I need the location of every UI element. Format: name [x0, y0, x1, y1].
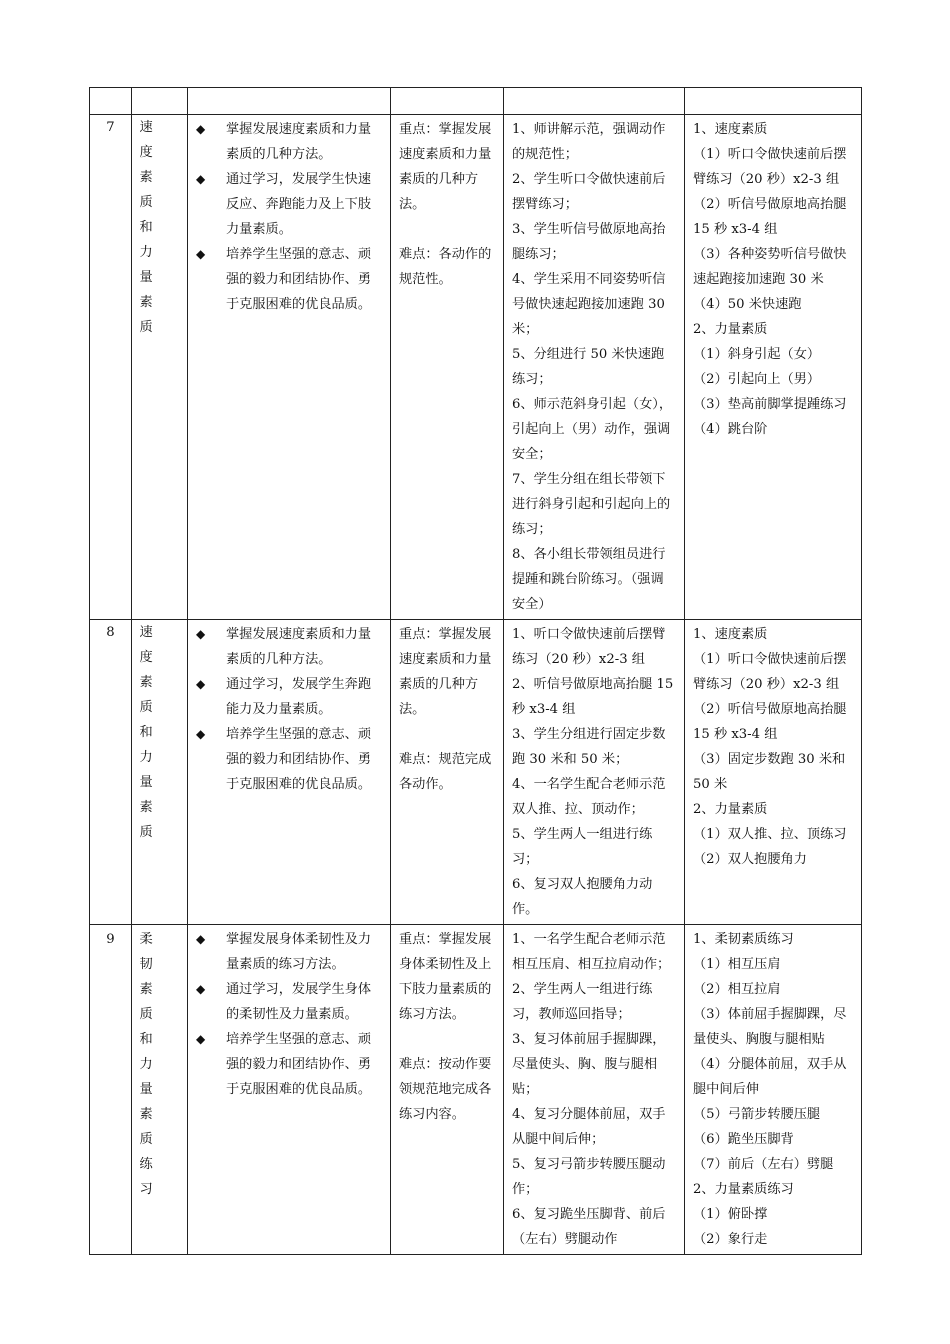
- method-item: 2、学生听口令做快速前后摆臂练习；: [512, 172, 666, 212]
- key-points-cell: [391, 925, 504, 1255]
- diamond-bullet-icon: ◆: [196, 627, 206, 641]
- difficulty: 难点：规范完成各动作。: [399, 752, 492, 792]
- method-item: 4、复习分腿体前屈，双手从腿中间后伸；: [512, 1107, 666, 1147]
- content-item: （3）各种姿势听信号做快速起跑接加速跑 30 米: [693, 247, 847, 287]
- goals-cell: [188, 620, 391, 925]
- topic-line: 速 度: [139, 625, 167, 665]
- topic-line: 和 力: [139, 1032, 167, 1072]
- lesson-topic: [132, 115, 188, 620]
- key-point: 重点：掌握发展速度素质和力量素质的几种方法。: [399, 627, 492, 717]
- topic-line: 素 质: [139, 675, 167, 715]
- methods-cell: [504, 925, 685, 1255]
- goal-item: ◆ 通过学习，发展学生奔跑能力及力量素质。: [196, 672, 384, 722]
- key-point: 重点：掌握发展速度素质和力量素质的几种方法。: [399, 122, 492, 212]
- key-point: 重点：掌握发展身体柔韧性及上下肢力量素质的练习方法。: [399, 932, 492, 1022]
- content-item: 1、柔韧素质练习: [693, 932, 794, 947]
- topic-line: 质: [139, 320, 154, 335]
- difficulty: 难点：各动作的规范性。: [399, 247, 492, 287]
- goal-item: ◆ 掌握发展身体柔韧性及力量素质的练习方法。: [196, 927, 384, 977]
- header-row-empty: [90, 88, 862, 115]
- topic-line: 素 质: [139, 170, 167, 210]
- topic-line: 质: [139, 825, 154, 840]
- empty-cell: [132, 88, 188, 115]
- method-item: 6、师示范斜身引起（女），引起向上（男）动作，强调安全；: [512, 397, 673, 462]
- goals-cell: [188, 925, 391, 1255]
- key-points-cell: [391, 620, 504, 925]
- content-item: （2）引起向上（男）: [693, 372, 821, 387]
- diamond-bullet-icon: ◆: [196, 122, 206, 136]
- lesson-topic: [132, 620, 188, 925]
- content-item: （2）相互拉肩: [693, 982, 781, 997]
- method-item: 4、学生采用不同姿势听信号做快速起跑接加速跑 30 米；: [512, 272, 666, 337]
- content-item: 2、力量素质: [693, 322, 768, 337]
- content-item: （4）跳台阶: [693, 422, 768, 437]
- content-cell: [685, 925, 862, 1255]
- goal-item: ◆ 掌握发展速度素质和力量素质的几种方法。: [196, 117, 384, 167]
- content-item: （6）跪坐压脚背: [693, 1132, 794, 1147]
- method-item: 3、学生分组进行固定步数跑 30 米和 50 米；: [512, 727, 666, 767]
- method-item: 5、分组进行 50 米快速跑练习；: [512, 347, 665, 387]
- method-item: 6、复习跪坐压脚背、前后（左右）劈腿动作: [512, 1207, 666, 1247]
- content-item: （3）垫高前脚掌提踵练习: [693, 397, 847, 412]
- empty-cell: [90, 88, 132, 115]
- method-item: 1、听口令做快速前后摆臂练习（20 秒）x2-3 组: [512, 627, 666, 667]
- diamond-bullet-icon: ◆: [196, 1032, 206, 1046]
- content-item: 1、速度素质: [693, 627, 768, 642]
- content-item: （2）听信号做原地高抬腿 15 秒 x3-4 组: [693, 197, 847, 237]
- content-cell: [685, 620, 862, 925]
- lesson-number: 8: [90, 620, 132, 925]
- content-item: （7）前后（左右）劈腿: [693, 1157, 834, 1172]
- content-item: （3）体前屈手握脚踝，尽量使头、胸腹与腿相贴: [693, 1007, 847, 1047]
- difficulty: 难点：按动作要领规范地完成各练习内容。: [399, 1057, 492, 1122]
- content-item: （4）分腿体前屈，双手从腿中间后伸: [693, 1057, 847, 1097]
- content-item: 2、力量素质练习: [693, 1182, 794, 1197]
- lesson-number: 7: [90, 115, 132, 620]
- goal-item: ◆ 掌握发展速度素质和力量素质的几种方法。: [196, 622, 384, 672]
- methods-cell: [504, 620, 685, 925]
- lesson-plan-table: [89, 87, 862, 1255]
- method-item: 4、一名学生配合老师示范双人推、拉、顶动作；: [512, 777, 666, 817]
- content-item: （1）听口令做快速前后摆臂练习（20 秒）x2-3 组: [693, 652, 847, 692]
- method-item: 2、学生两人一组进行练习，教师巡回指导；: [512, 982, 653, 1022]
- empty-cell: [504, 88, 685, 115]
- method-item: 1、师讲解示范，强调动作的规范性；: [512, 122, 666, 162]
- goal-item: ◆ 通过学习，发展学生身体的柔韧性及力量素质。: [196, 977, 384, 1027]
- method-item: 7、学生分组在组长带领下进行斜身引起和引起向上的练习；: [512, 472, 671, 537]
- content-item: （3）固定步数跑 30 米和 50 米: [693, 752, 846, 792]
- content-item: （1）斜身引起（女）: [693, 347, 821, 362]
- diamond-bullet-icon: ◆: [196, 932, 206, 946]
- goals-cell: [188, 115, 391, 620]
- table-row: [90, 620, 862, 925]
- diamond-bullet-icon: ◆: [196, 172, 206, 186]
- method-item: 1、一名学生配合老师示范相互压肩、相互拉肩动作；: [512, 932, 671, 972]
- method-item: 5、学生两人一组进行练习；: [512, 827, 653, 867]
- content-item: （1）双人推、拉、顶练习: [693, 827, 847, 842]
- topic-line: 素 质: [139, 982, 167, 1022]
- method-item: 5、复习弓箭步转腰压腿动作；: [512, 1157, 666, 1197]
- topic-line: 量 素: [139, 270, 167, 310]
- topic-line: 速 度: [139, 120, 167, 160]
- content-item: （2）听信号做原地高抬腿 15 秒 x3-4 组: [693, 702, 847, 742]
- goal-item: ◆ 培养学生坚强的意志、顽强的毅力和团结协作、勇于克服困难的优良品质。: [196, 242, 384, 317]
- content-item: 2、力量素质: [693, 802, 768, 817]
- goal-item: ◆ 培养学生坚强的意志、顽强的毅力和团结协作、勇于克服困难的优良品质。: [196, 1027, 384, 1102]
- topic-line: 柔 韧: [139, 932, 167, 972]
- empty-cell: [188, 88, 391, 115]
- content-item: （1）相互压肩: [693, 957, 781, 972]
- topic-line: 量 素: [139, 775, 167, 815]
- goal-item: ◆ 通过学习，发展学生快速反应、奔跑能力及上下肢力量素质。: [196, 167, 384, 242]
- lesson-number: 9: [90, 925, 132, 1255]
- topic-line: 习: [139, 1182, 154, 1197]
- content-item: （4）50 米快速跑: [693, 297, 802, 312]
- content-cell: [685, 115, 862, 620]
- diamond-bullet-icon: ◆: [196, 247, 206, 261]
- diamond-bullet-icon: ◆: [196, 677, 206, 691]
- method-item: 3、学生听信号做原地高抬腿练习；: [512, 222, 666, 262]
- method-item: 3、复习体前屈手握脚踝，尽量使头、胸、腹与腿相贴；: [512, 1032, 666, 1097]
- topic-line: 和 力: [139, 220, 167, 260]
- method-item: 2、听信号做原地高抬腿 15 秒 x3-4 组: [512, 677, 674, 717]
- topic-line: 量 素: [139, 1082, 167, 1122]
- lesson-topic: [132, 925, 188, 1255]
- content-item: （5）弓箭步转腰压腿: [693, 1107, 821, 1122]
- key-points-cell: [391, 115, 504, 620]
- empty-cell: [685, 88, 862, 115]
- content-item: （2）象行走: [693, 1232, 768, 1247]
- content-item: （1）俯卧撑: [693, 1207, 768, 1222]
- goal-item: ◆ 培养学生坚强的意志、顽强的毅力和团结协作、勇于克服困难的优良品质。: [196, 722, 384, 797]
- topic-line: 质 练: [139, 1132, 167, 1172]
- topic-line: 和 力: [139, 725, 167, 765]
- content-item: （2）双人抱腰角力: [693, 852, 807, 867]
- diamond-bullet-icon: ◆: [196, 982, 206, 996]
- table-row: [90, 115, 862, 620]
- methods-cell: [504, 115, 685, 620]
- diamond-bullet-icon: ◆: [196, 727, 206, 741]
- content-item: （1）听口令做快速前后摆臂练习（20 秒）x2-3 组: [693, 147, 847, 187]
- method-item: 8、各小组长带领组员进行提踵和跳台阶练习。（强调安全）: [512, 547, 666, 612]
- method-item: 6、复习双人抱腰角力动作。: [512, 877, 653, 917]
- content-item: 1、速度素质: [693, 122, 768, 137]
- empty-cell: [391, 88, 504, 115]
- table-row: [90, 925, 862, 1255]
